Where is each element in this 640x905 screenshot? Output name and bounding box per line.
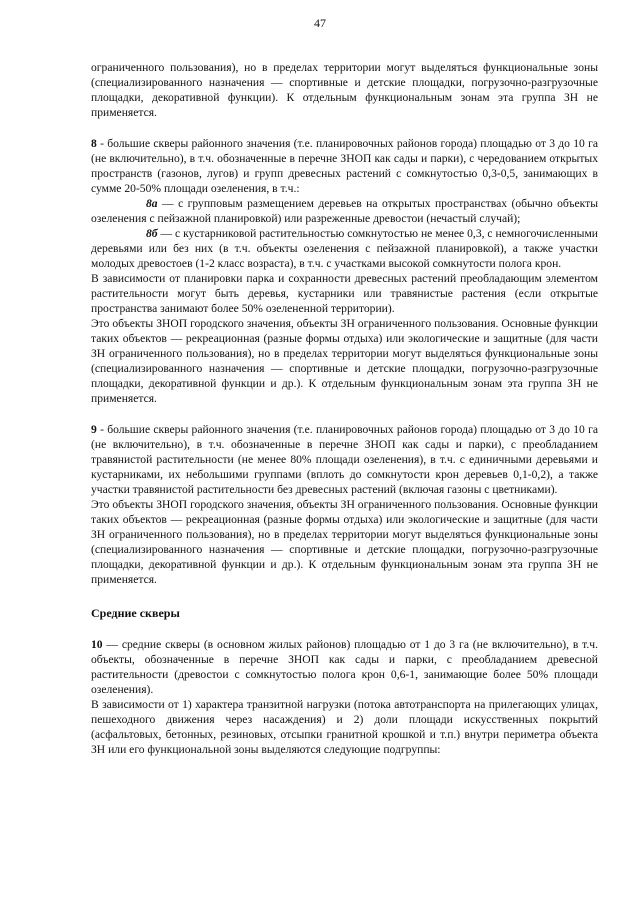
group-8-text: - большие скверы районного значения (т.е. планировочных районов города) площадью от 3 до 10 га (не включительно), в т.ч. обозначенные в перечне ЗНОП как сады и парки), с чередованием открытых пространств (газонов, лугов) и групп древесных растений с сомкнутостью 0,3-0,5, занимающих в сумме 20-50% площади озеленения, в т.ч.: <box>91 137 598 195</box>
spacer <box>91 120 598 136</box>
subgroup-8a <box>91 196 598 226</box>
group-9-definition <box>91 422 598 497</box>
spacer <box>91 621 598 637</box>
group-8-functions-paragraph: Это объекты ЗНОП городского значения, объекты ЗН ограниченного пользования. Основные функции таких объектов — рекреационная (разные формы отдыха) или экологические и защитные (для части ЗН ограниченного пользования), но в пределах территории могут выделяться функциональные зоны (специализированного назначения — спортивные и детские площадки, погрузочно-разгрузочные площадки, декоративной функции и др.). К отдельным функциональным зонам эта группа ЗН не применяется. <box>91 317 598 405</box>
group-9-number: 9 <box>91 423 97 436</box>
group-9-functions-paragraph: Это объекты ЗНОП городского значения, объекты ЗН ограниченного пользования. Основные функции таких объектов — рекреационная (разные формы отдыха) или экологические и защитные (для части ЗН ограниченного пользования), но в пределах территории могут выделяться функциональные зоны (специализированного назначения — спортивные и детские площадки, погрузочно-разгрузочные площадки, декоративной функции и др.). К отдельным функциональным зонам эта группа ЗН не применяется. <box>91 498 598 586</box>
subgroup-8b-number: 8б <box>146 227 158 240</box>
group-8-number: 8 <box>91 137 97 150</box>
subgroup-8a-number: 8а <box>146 197 158 210</box>
page-number: 47 <box>314 16 326 30</box>
spacer <box>91 587 598 606</box>
subgroup-8a-text: — с групповым размещением деревьев на открытых пространствах (обычно объекты озеленения с пейзажной планировкой) или разреженные древостои (нечастый случай); <box>91 197 598 225</box>
group-9-text: - большие скверы районного значения (т.е. планировочных районов города) площадью от 3 до 10 га (не включительно), в т.ч. обозначенные в перечне ЗНОП как сады и парки), с преобладанием травянистой растительности (не менее 80% площади озеленения), в т.ч. с единичными деревьями и кустарниками, их небольшими группами (вплоть до сомкнутости крон деревьев 0,1-0,2), а также участки травянистой растительности без древесных растений (включая газоны с цветниками). <box>91 423 598 496</box>
group-8-dependency-paragraph: В зависимости от планировки парка и сохранности древесных растений преобладающим элементом растительности могут быть деревья, кустарники или травянистые растения (если открытые пространства занимают более 50% озелененной территории). <box>91 272 598 315</box>
group-10-definition <box>91 637 598 697</box>
subgroup-8b-text: — с кустарниковой растительностью сомкнутостью не менее 0,3, с немногочисленными деревьями или без них (в т.ч. объекты озеленения с пейзажной планировкой), а также участки молодых древостоев (1-2 класс возраста), в т.ч. с участками высокой сомкнутости полога крон. <box>91 227 598 270</box>
group-8-definition <box>91 136 598 196</box>
intro-paragraph: ограниченного пользования), но в пределах территории могут выделяться функциональные зоны (специализированного назначения — спортивные и детские площадки, погрузочно-разгрузочные площадки, декоративной функции). К отдельным функциональным зонам эта группа ЗН не применяется. <box>91 61 598 119</box>
group-10-dependency-paragraph: В зависимости от 1) характера транзитной нагрузки (потока автотранспорта на прилегающих улицах, пешеходного движения через насаждения) и 2) доли площади искусственных покрытий (асфальтовых, бетонных, резиновых, отсыпки гранитной крошкой и т.п.) внутри периметра объекта ЗН или его функциональной зоны выделяются следующие подгруппы: <box>91 698 598 756</box>
spacer <box>91 406 598 422</box>
group-10-text: — средние скверы (в основном жилых районов) площадью от 1 до 3 га (не включительно), в т.ч. объекты, обозначенные в перечне ЗНОП как сады и парки, с преобладанием древесной растительности (древостои с сомкнутостью полога крон 0,6-1, занимающие более 50% площади озеленения). <box>91 638 598 696</box>
page-body <box>91 60 598 757</box>
section-heading: Средние скверы <box>91 606 180 620</box>
subgroup-8b <box>91 226 598 271</box>
group-10-number: 10 <box>91 638 103 651</box>
